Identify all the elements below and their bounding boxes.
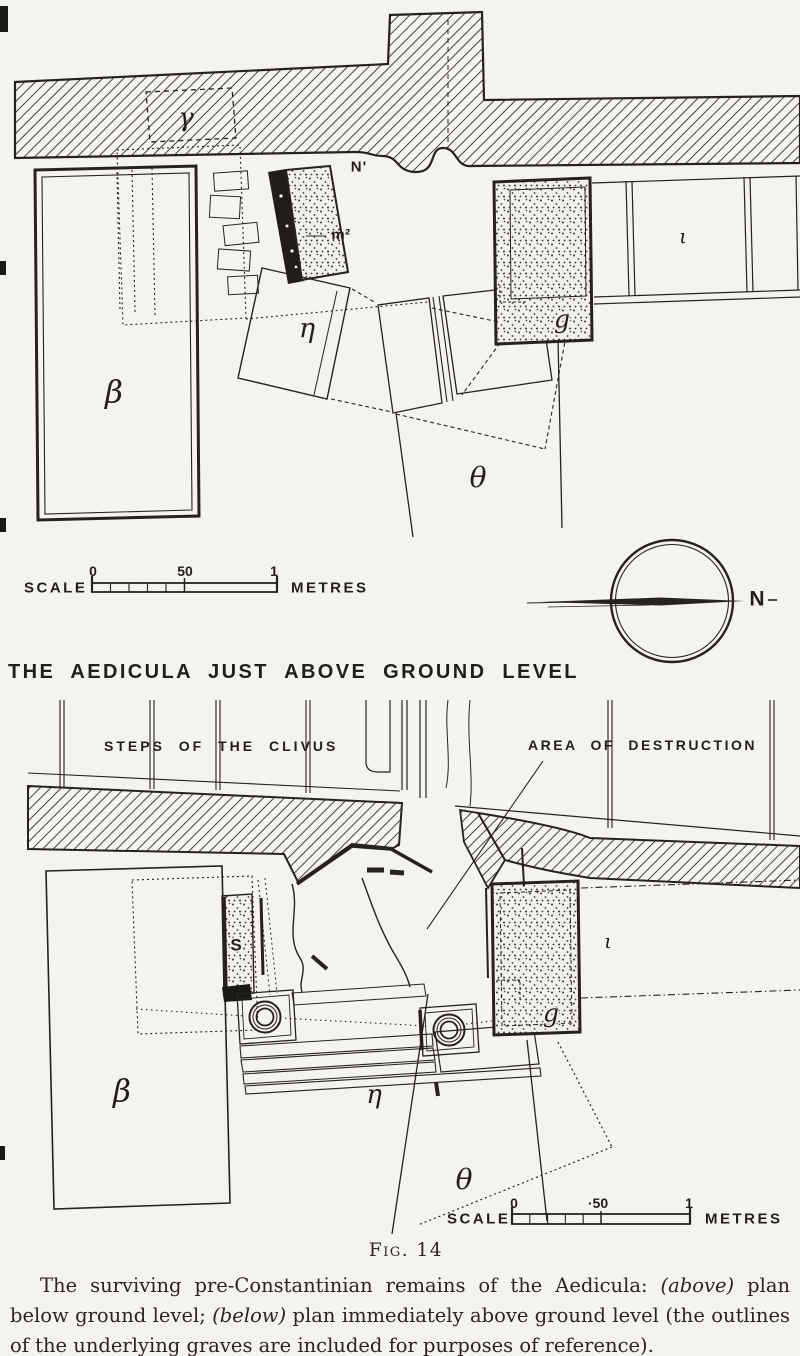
label-n-prime: N': [350, 158, 368, 176]
label-m2: m²: [331, 226, 351, 244]
grave-beta-outline-lower: [46, 866, 230, 1209]
small-grave-slabs: [209, 171, 259, 295]
red-wall-hatched-band: [15, 12, 800, 172]
scale-top-0: 0: [89, 563, 97, 579]
mausoleum-iota-walls: [592, 176, 800, 304]
label-gamma-top: γ: [178, 103, 194, 133]
label-s: S: [230, 935, 244, 955]
label-g-top: g: [553, 304, 571, 334]
mausoleum-g-wall-lower: [492, 881, 580, 1035]
grave-slab-a: [378, 298, 442, 413]
scan-edge-marks: [0, 6, 8, 1160]
label-theta-top: θ: [469, 461, 487, 494]
label-beta-bottom: β: [113, 1073, 131, 1110]
label-eta-top: η: [298, 313, 316, 345]
scale-bottom-label: SCALE: [447, 1210, 511, 1228]
wall-band-left: [28, 786, 402, 882]
caption-part-2: plan below ground level;: [10, 1274, 790, 1328]
plan-below-ground: [15, 12, 800, 537]
broken-plaster-edge-left: [292, 884, 303, 992]
caption-part-1: The surviving pre-Constantinian remains of the Aedicula:: [40, 1274, 661, 1297]
dashdot-right-lines: [581, 880, 800, 998]
scale-bottom-1: 1: [685, 1195, 693, 1211]
theta-wall-right-lower: [527, 1040, 547, 1221]
scale-bottom-unit: METRES: [705, 1210, 783, 1228]
theta-wall-left: [396, 413, 413, 537]
caption-below: (below): [212, 1304, 287, 1328]
figure-caption: [10, 1271, 790, 1356]
compass-needle: [540, 598, 744, 606]
scale-top-50: 50: [177, 563, 193, 579]
broken-plaster-edge-right: [362, 878, 410, 987]
label-theta-bottom: θ: [455, 1163, 473, 1196]
scale-bottom-0: 0: [510, 1195, 518, 1211]
grave-beta-walls: [35, 166, 199, 520]
label-area-of-destruction: AREA OF DESTRUCTION: [528, 737, 757, 753]
label-beta-top: β: [105, 374, 123, 411]
wall-band-right: [478, 813, 800, 888]
label-iota-bottom: ι: [604, 929, 612, 953]
scale-top-1: 1: [270, 563, 278, 579]
scale-bottom-50: ·50: [587, 1195, 609, 1211]
compass-north-label: N: [749, 587, 765, 611]
scale-top-label: SCALE: [24, 579, 88, 597]
grave-eta-outline: [238, 268, 350, 399]
label-eta-bottom: η: [366, 1080, 382, 1110]
label-g-bottom: g: [542, 998, 560, 1028]
figure-number: Fig. 14: [368, 1240, 444, 1261]
plan-above-ground: [28, 700, 800, 1234]
caption-part-3: plan immediately above ground level (the outlines of the underlying graves are included for purposes of reference).: [10, 1304, 790, 1356]
caption-above: (above): [660, 1274, 735, 1297]
compass: [527, 540, 777, 662]
label-steps-of-clivus: STEPS OF THE CLIVUS: [104, 738, 339, 754]
section-title: THE AEDICULA JUST ABOVE GROUND LEVEL: [8, 661, 579, 683]
mausoleum-g-wall: [494, 178, 592, 344]
label-iota-top: ι: [679, 224, 687, 248]
theta-wall-left-lower: [392, 994, 428, 1234]
scale-top-unit: METRES: [291, 579, 369, 597]
